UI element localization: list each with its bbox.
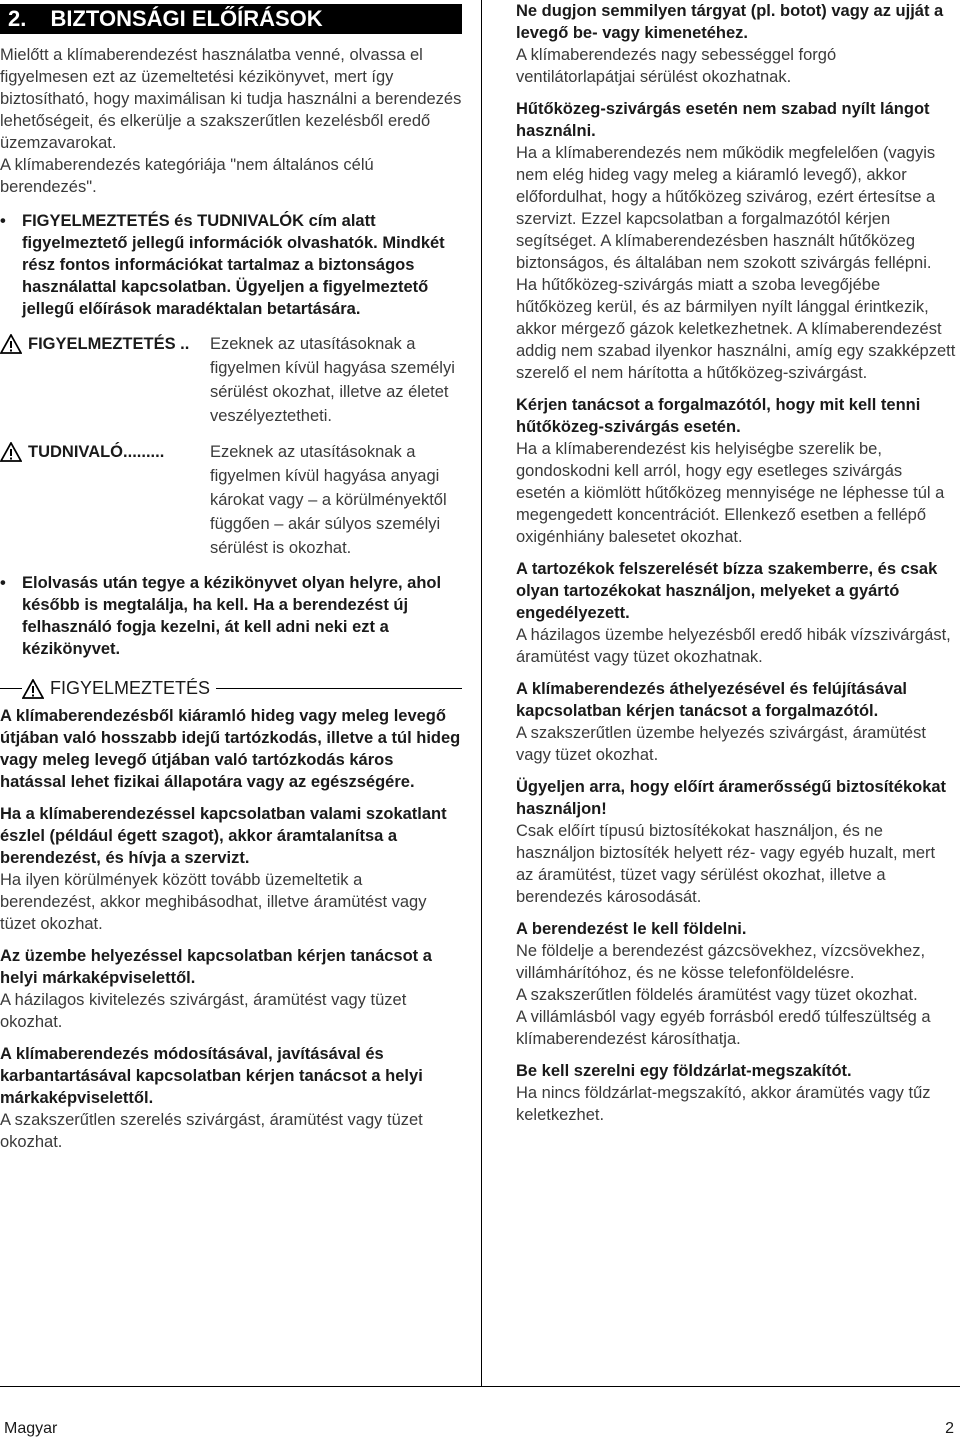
right-paragraph-7-text-2: A szakszerűtlen földelés áramütést vagy tüzet okozhat. [516,986,918,1004]
column-divider [481,0,482,1386]
bullet-keep-manual: • Elolvasás után tegye a kézikönyvet olyan helyre, ahol később is megtalálja, ha kell. Ha a berendezést új felhasználó fogja kezelni, át kell adni neki ezt a kézikönyvet. [0,574,442,658]
right-paragraph-6-text: Csak előírt típusú biztosítékokat használjon, és ne használjon biztosíték helyett réz- vagy egyéb huzalt, mert az áramütést, tüzet vagy sérülést okozhat, illetve a berendezés károsodását. [516,822,936,906]
warning-paragraph-3-text: A házilagos kivitelezés szivárgást, áramütést vagy tüzet okozhat. [0,991,407,1031]
right-paragraph-4-heading: A tartozékok felszerelését bízza szakemberre, és csak olyan tartozékokat használjon, melyeket a gyártó engedélyezett. [516,560,938,622]
warning-frame-title: FIGYELMEZTETÉS [0,678,462,699]
right-paragraph-3-text: Ha a klímaberendezést kis helyiségbe szerelik be, gondoskodni kell arról, hogy egy esetleges szivárgás esetén a kiömlött hűtőközeg mennyisége ne léphesse túl a megengedett koncentrációt. Ellenkező esetben a fellépő oxigénhiány balesetet okozhat. [516,440,945,546]
warning-paragraph-2-text: Ha ilyen körülmények között tovább üzemeltetik a berendezést, akkor meghibásodhat, illetve áramütést vagy tüzet okozhat. [0,871,427,933]
right-paragraph-1-text: A klímaberendezés nagy sebességgel forgó ventilátorlapátjai sérülést okozhatnak. [516,46,837,86]
warning-label: FIGYELMEZTETÉS .. [28,335,190,353]
right-paragraph-7-text-1: Ne földelje a berendezést gázcsövekhez, vízcsövekhez, villámhárítóhoz, és ne kösse telefonföldelésre. [516,942,926,982]
right-paragraph-4-text: A házilagos üzembe helyezésből eredő hibák vízszivárgást, áramütést vagy tüzet okozhatnak. [516,626,951,666]
right-paragraph-6-heading: Ügyeljen arra, hogy előírt áramerősségű biztosítékokat használjon! [516,778,947,818]
right-paragraph-7-heading: A berendezést le kell földelni. [516,920,747,938]
right-paragraph-8-heading: Be kell szerelni egy földzárlat-megszakítót. [516,1062,852,1080]
bullet-warning-info: • FIGYELMEZTETÉS és TUDNIVALÓK cím alatt figyelmeztető jellegű információk olvashatók. Mindkét rész fontos információkat tartalmaz a biztonságos használattal kapcsolatban. Ügyeljen a figyelmeztető jellegű előírások maradéktalan betartására. [0,212,445,318]
warning-paragraph-4-heading: A klímaberendezés módosításával, javításával és karbantartásával kapcsolatban kérjen tanácsot a helyi márkaképviselettől. [0,1045,423,1107]
right-paragraph-5-text: A szakszerűtlen üzembe helyezés szivárgást, áramütést vagy tüzet okozhat. [516,724,926,764]
note-label: TUDNIVALÓ......... [28,443,165,461]
category-text: A klímaberendezés kategóriája "nem általános célú berendezés". [0,156,374,196]
warning-description: Ezeknek az utasításoknak a figyelmen kívül hagyása személyi sérülést okozhat, illetve az életet veszélyeztetheti. [210,335,455,425]
section-header [0,4,462,34]
left-column [0,0,462,1153]
warning-definition [0,332,462,428]
section-number: 2. [8,6,27,31]
warning-paragraph-4-text: A szakszerűtlen szerelés szivárgást, áramütést vagy tüzet okozhat. [0,1111,423,1151]
warning-triangle-icon [0,334,22,354]
caution-triangle-icon [0,442,22,462]
footer-rule [0,1386,960,1387]
right-paragraph-1-heading: Ne dugjon semmilyen tárgyat (pl. botot) vagy az ujját a levegő be- vagy kimenetéhez. [516,2,944,42]
warning-paragraph-3-heading: Az üzembe helyezéssel kapcsolatban kérjen tanácsot a helyi márkaképviselettől. [0,947,432,987]
right-paragraph-2-text: Ha a klímaberendezés nem működik megfelelően (vagyis nem elég hideg vagy meleg a kiáramló levegő), akkor előfordulhat, hogy a hűtőközeg szivárog, ezért értesítse a szervizt. Ezzel kapcsolatban a forgalmazótól kérjen segítséget. A klímaberendezésben használt hűtőközeg biztonságos, és általában nem szokott szivárgás fellépni. Ha hűtőközeg-szivárgás miatt a szoba levegőjébe hűtőközeg kerül, és az bármilyen nyílt lánggal érintkezik, akkor mérgező gázok keletkezhetnek. A klímaberendezést addig nem szabad ilyenkor használni, amíg egy szakképzett szerelő el nem hárította a hűtőközeg-szivárgást. [516,144,956,382]
intro-text: Mielőtt a klímaberendezést használatba venné, olvassa el figyelmesen ezt az üzemeltetési kézikönyvet, mert így biztosítható, hogy maximálisan ki tudja használni a berendezés lehetőségeit, és elkerülje a szakszerűtlen kezelésből eredő üzemzavarokat. [0,46,462,152]
note-description: Ezeknek az utasításoknak a figyelmen kívül hagyása anyagi károkat vagy – a körülményektől függően – akár súlyos személyi sérülést is okozhat. [210,443,447,557]
right-paragraph-3-heading: Kérjen tanácsot a forgalmazótól, hogy mit kell tenni hűtőközeg-szivárgás esetén. [516,396,921,436]
right-paragraph-8-text: Ha nincs földzárlat-megszakító, akkor áramütés vagy tűz keletkezhet. [516,1084,931,1124]
warning-triangle-icon [22,679,44,699]
right-column [516,0,956,1126]
footer-page-number: 2 [945,1420,954,1437]
right-paragraph-5-heading: A klímaberendezés áthelyezésével és felújításával kapcsolatban kérjen tanácsot a forgalmazótól. [516,680,908,720]
right-paragraph-2-heading: Hűtőközeg-szivárgás esetén nem szabad nyílt lángot használni. [516,100,930,140]
note-definition [0,440,462,560]
right-paragraph-7-text-3: A villámlásból vagy egyéb forrásból eredő túlfeszültség a klímaberendezést károsíthatja. [516,1008,931,1048]
bullet-dot-icon: • [0,574,6,592]
bullet-dot-icon: • [0,212,6,230]
footer-language: Magyar [4,1420,58,1437]
section-title: BIZTONSÁGI ELŐÍRÁSOK [50,6,323,31]
warning-paragraph-1: A klímaberendezésből kiáramló hideg vagy meleg levegő útjában való hosszabb idejű tartózkodás, illetve a túl hideg vagy meleg levegő útjában való tartózkodás káros hatással lehet fizikai állapotára vagy az egészségére. [0,707,461,791]
warning-paragraph-2-heading: Ha a klímaberendezéssel kapcsolatban valami szokatlant észlel (például égett szagot), akkor áramtalanítsa a berendezést, és hívja a szervizt. [0,805,447,867]
